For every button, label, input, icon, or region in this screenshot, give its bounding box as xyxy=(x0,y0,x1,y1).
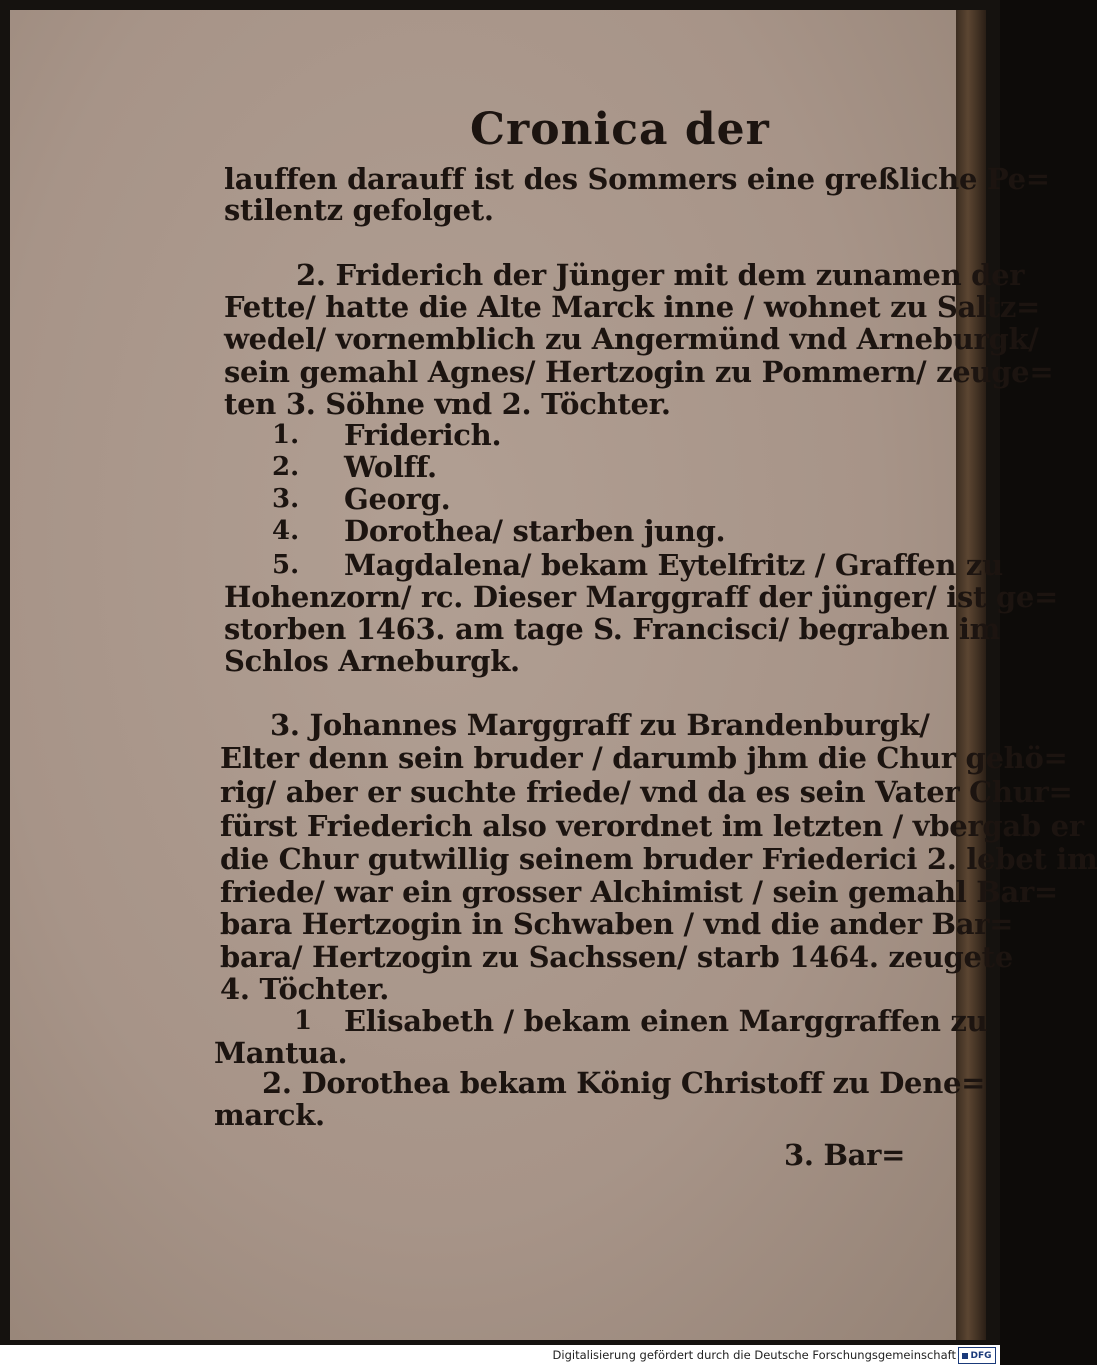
text-line: 3. Johannes Marggraff zu Brandenburgk/ xyxy=(270,708,930,742)
catchword: 3. Bar= xyxy=(784,1138,906,1172)
text-line: lauffen darauff ist des Sommers eine greßliche Pe= xyxy=(224,162,1050,196)
text-line: Mantua. xyxy=(214,1036,348,1070)
text-line: rig/ aber er suchte friede/ vnd da es sein Vater Chur= xyxy=(220,775,1073,809)
text-line: stilentz gefolget. xyxy=(224,193,494,227)
text-line: die Chur gutwillig seinem bruder Friederici 2. lebet im xyxy=(220,842,1097,876)
list-item: Georg. xyxy=(344,482,451,516)
dfg-logo-mark xyxy=(962,1353,968,1359)
list-number: 3. xyxy=(272,484,300,514)
text-line: sein gemahl Agnes/ Hertzogin zu Pommern/ zeuge= xyxy=(224,355,1054,389)
list-number: 1 xyxy=(294,1006,313,1036)
list-number: 2. xyxy=(272,452,300,482)
text-line: Fette/ hatte die Alte Marck inne / wohnet zu Saltz= xyxy=(224,290,1041,324)
text-line: storben 1463. am tage S. Francisci/ begraben im xyxy=(224,612,1001,646)
text-line: fürst Friederich also verordnet im letzten / vbergab er xyxy=(220,809,1084,843)
text-line: bara Hertzogin in Schwaben / vnd die ander Bar= xyxy=(220,907,1014,941)
dfg-logo-text: DFG xyxy=(970,1350,992,1361)
funding-credit: Digitalisierung gefördert durch die Deutsche Forschungsgemeinschaft xyxy=(552,1348,956,1362)
text-line: 2. Dorothea bekam König Christoff zu Dene= xyxy=(262,1066,986,1100)
list-number: 1. xyxy=(272,420,300,450)
text-line: Hohenzorn/ rc. Dieser Marggraff der jünger/ ist ge= xyxy=(224,580,1058,614)
text-line: Schlos Arneburgk. xyxy=(224,644,520,678)
list-item: Friderich. xyxy=(344,418,502,452)
text-line: bara/ Hertzogin zu Sachssen/ starb 1464. zeugete xyxy=(220,940,1013,974)
text-line: Elter denn sein bruder / darumb jhm die Chur gehö= xyxy=(220,741,1068,775)
text-line: marck. xyxy=(214,1098,325,1132)
text-line: 2. Friderich der Jünger mit dem zunamen der xyxy=(296,258,1025,292)
text-line: ten 3. Söhne vnd 2. Töchter. xyxy=(224,387,671,421)
list-number: 4. xyxy=(272,516,300,546)
list-number: 5. xyxy=(272,550,300,580)
list-item: Elisabeth / bekam einen Marggraffen zu xyxy=(344,1004,988,1038)
list-item: Wolff. xyxy=(344,450,437,484)
running-header: Cronica der xyxy=(470,104,770,155)
dfg-logo xyxy=(958,1347,996,1364)
list-item: Magdalena/ bekam Eytelfritz / Graffen zu xyxy=(344,548,1003,582)
text-line: friede/ war ein grosser Alchimist / sein gemahl Bar= xyxy=(220,875,1058,909)
text-line: 4. Töchter. xyxy=(220,972,390,1006)
list-item: Dorothea/ starben jung. xyxy=(344,514,726,548)
page-edge xyxy=(956,10,986,1340)
text-line: wedel/ vornemblich zu Angermünd vnd Arneburgk/ xyxy=(224,322,1039,356)
